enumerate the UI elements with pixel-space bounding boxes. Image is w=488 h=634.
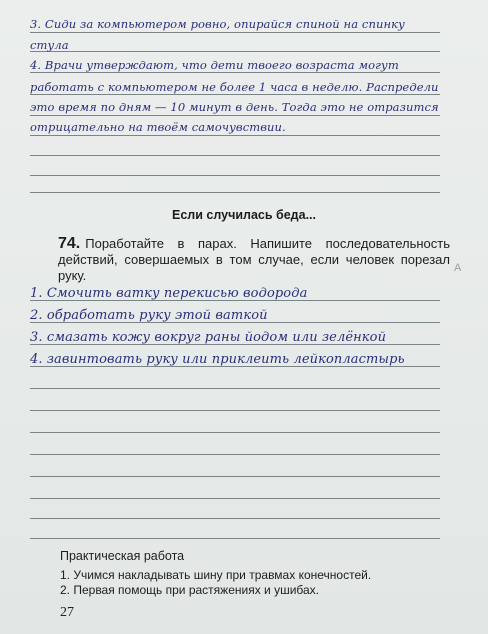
page-number: 27 [60,605,74,620]
handwritten-line: 1. Смочить ватку перекисью водорода [30,286,308,301]
section-title: Если случилась беда... [172,208,316,222]
handwritten-line: работать с компьютером не более 1 часа в неделю. Распредели [30,80,439,94]
ruled-line [30,476,440,477]
task-number: 74. [58,235,81,252]
handwritten-line: это время по дням — 10 минут в день. Тогда это не отразится [30,100,439,114]
ruled-line [30,432,440,433]
practice-item: 2. Первая помощь при растяжениях и ушибах. [60,583,320,597]
practice-title: Практическая работа [60,549,185,563]
handwritten-line: 4. завинтовать руку или приклеить лейкопластырь [30,352,405,367]
ruled-line [30,155,440,156]
task-text: Поработайте в парах. Напишите последовательность действий, совершаемых в том случае, если человек порезал руку. [58,236,450,283]
ruled-line [30,51,440,52]
ruled-line [30,498,440,499]
ruled-line [30,135,440,136]
side-mark: A [454,262,462,274]
ruled-line [30,94,440,95]
handwritten-line: 4. Врачи утверждают, что дети твоего возраста могут [30,58,399,72]
ruled-line [30,175,440,176]
handwritten-line: стула [30,38,69,52]
handwritten-line: 3. смазать кожу вокруг раны йодом или зелёнкой [30,330,387,345]
handwritten-line: 2. обработать руку этой ваткой [30,308,268,323]
ruled-line [30,538,440,539]
ruled-line [30,32,440,33]
ruled-line [30,454,440,455]
task-74 [58,236,450,284]
ruled-line [30,410,440,411]
handwritten-line: отрицательно на твоём самочувствии. [30,120,286,134]
ruled-line [30,72,440,73]
handwritten-line: 3. Сиди за компьютером ровно, опирайся спиной на спинку [30,17,405,31]
ruled-line [30,518,440,519]
practice-item: 1. Учимся накладывать шину при травмах конечностей. [60,568,372,582]
ruled-line [30,388,440,389]
ruled-line [30,115,440,116]
ruled-line [30,192,440,193]
